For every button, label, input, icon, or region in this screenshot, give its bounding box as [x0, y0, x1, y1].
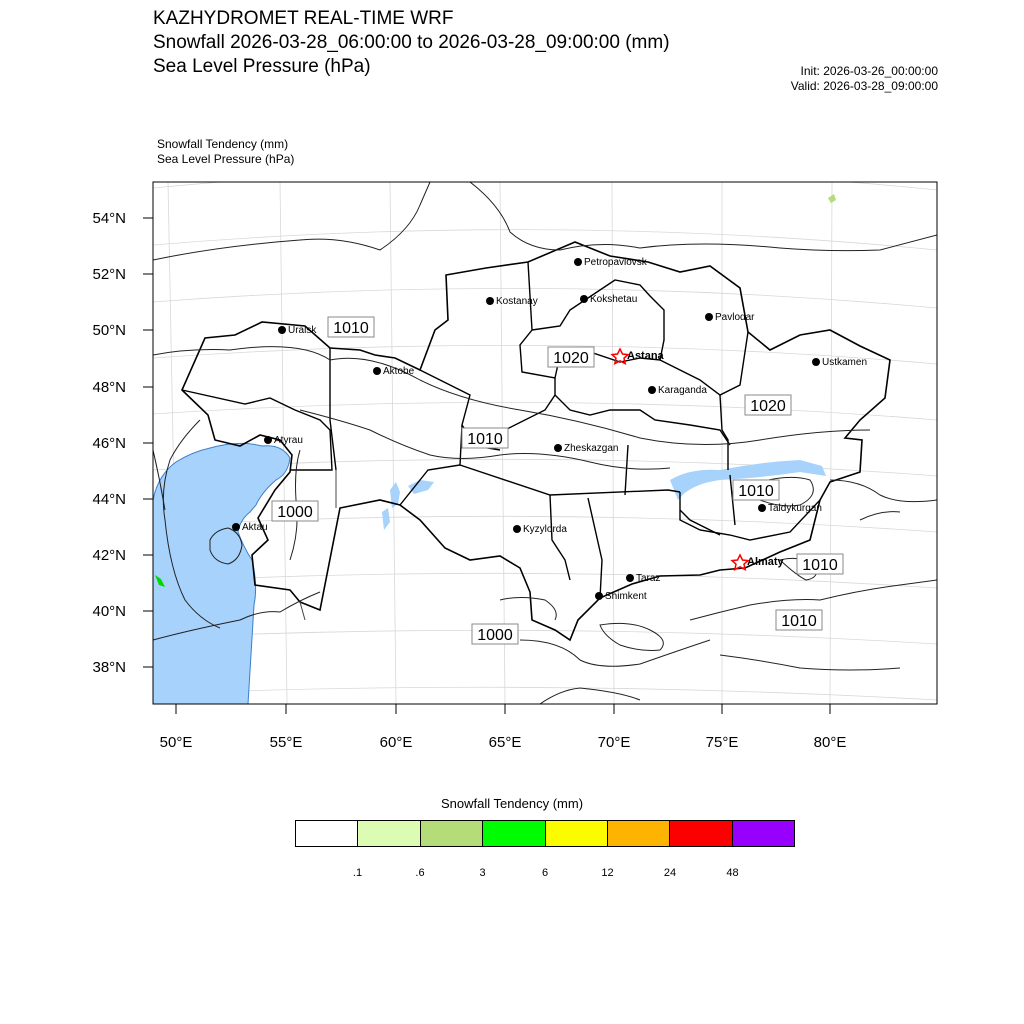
isobar-label — [776, 610, 822, 630]
svg-text:Aktau: Aktau — [242, 522, 268, 533]
city-atyrau — [264, 435, 303, 446]
field-label-pressure: Sea Level Pressure (hPa) — [157, 152, 295, 166]
city-uralsk — [278, 325, 317, 336]
lat-tick-52: 52°N — [92, 266, 126, 283]
isobar-label — [462, 428, 508, 448]
svg-text:Taldykurgan: Taldykurgan — [768, 503, 822, 514]
svg-text:Zheskazgan: Zheskazgan — [564, 443, 619, 454]
svg-text:1010: 1010 — [333, 320, 369, 337]
isobar-labels — [272, 317, 843, 644]
svg-text:Aktobe: Aktobe — [383, 366, 415, 377]
lon-tick-65: 65°E — [488, 734, 522, 751]
colorbar-label-3: 6 — [541, 867, 549, 879]
svg-text:Taraz: Taraz — [636, 573, 661, 584]
isobar-label — [272, 501, 318, 521]
svg-text:1010: 1010 — [781, 613, 817, 630]
colorbar-label-6: 48 — [726, 867, 739, 879]
svg-text:1010: 1010 — [738, 483, 774, 500]
colorbar-box-0 — [296, 821, 358, 846]
init-time: Init: 2026-03-26_00:00:00 — [800, 64, 938, 78]
city-kostanay — [486, 296, 538, 307]
lat-axis — [92, 210, 126, 676]
colorbar — [295, 820, 795, 847]
colorbar-label-1: .6 — [415, 867, 425, 879]
city-pavlodar — [705, 312, 755, 323]
lon-tick-80: 80°E — [813, 734, 847, 751]
lon-tick-55: 55°E — [269, 734, 303, 751]
city-taldykurgan — [758, 503, 822, 514]
lon-tick-75: 75°E — [705, 734, 739, 751]
svg-text:Shimkent: Shimkent — [605, 591, 647, 602]
lat-tick-38: 38°N — [92, 659, 126, 676]
field-label-snowfall: Snowfall Tendency (mm) — [157, 137, 289, 151]
city-aktobe — [373, 366, 415, 377]
svg-text:Karaganda: Karaganda — [658, 385, 707, 396]
svg-text:Atyrau: Atyrau — [274, 435, 303, 446]
lat-tick-48: 48°N — [92, 379, 126, 396]
isobar-label — [797, 554, 843, 574]
colorbar-title: Snowfall Tendency (mm) — [440, 796, 584, 811]
svg-text:Astana: Astana — [627, 350, 664, 362]
city-almaty — [732, 555, 785, 570]
cities — [232, 257, 867, 602]
colorbar-box-3 — [483, 821, 545, 846]
city-karaganda — [648, 385, 707, 396]
colorbar-label-0: .1 — [352, 867, 363, 879]
isobar-label — [548, 347, 594, 367]
snow-patch-1 — [408, 480, 434, 494]
isobar-label — [472, 624, 518, 644]
city-kokshetau — [580, 294, 637, 305]
city-kyzylorda — [513, 524, 567, 535]
svg-text:1020: 1020 — [750, 398, 786, 415]
colorbar-box-5 — [608, 821, 670, 846]
lat-tick-42: 42°N — [92, 547, 126, 564]
city-petropavlovsk — [574, 257, 648, 268]
lon-tick-60: 60°E — [379, 734, 413, 751]
snow-green-2 — [828, 194, 836, 203]
colorbar-label-2: 3 — [479, 867, 486, 879]
isobar-label — [745, 395, 791, 415]
svg-text:Kostanay: Kostanay — [496, 296, 538, 307]
aral-sea — [382, 482, 400, 530]
colorbar-box-1 — [358, 821, 420, 846]
svg-text:Ustkamen: Ustkamen — [822, 357, 868, 368]
svg-text:Kokshetau: Kokshetau — [590, 294, 638, 305]
svg-text:Pavlodar: Pavlodar — [715, 312, 755, 323]
isobar-label — [328, 317, 374, 337]
city-shimkent — [595, 591, 647, 602]
svg-text:Almaty: Almaty — [747, 556, 784, 568]
colorbar-label-4: 12 — [601, 867, 614, 879]
svg-text:1000: 1000 — [477, 627, 513, 644]
title-line-1: KAZHYDROMET REAL-TIME WRF — [153, 8, 454, 29]
lat-tick-44: 44°N — [92, 491, 126, 508]
svg-text:1000: 1000 — [277, 504, 313, 521]
svg-text:Petropavlovsk: Petropavlovsk — [584, 257, 647, 268]
svg-text:Kyzylorda: Kyzylorda — [523, 524, 567, 535]
colorbar-box-4 — [546, 821, 608, 846]
city-astana — [612, 349, 665, 364]
city-taraz — [626, 573, 660, 584]
colorbar-box-6 — [670, 821, 732, 846]
lon-tick-70: 70°E — [597, 734, 631, 751]
lon-axis — [160, 734, 847, 751]
svg-text:1020: 1020 — [553, 350, 589, 367]
title-line-2: Snowfall 2026-03-28_06:00:00 to 2026-03-28_09:00:00 (mm) — [153, 32, 670, 53]
svg-text:1010: 1010 — [467, 431, 503, 448]
isobar-label — [733, 480, 779, 500]
svg-text:Uralsk: Uralsk — [288, 325, 317, 336]
lon-tick-50: 50°E — [159, 734, 193, 751]
title-line-3: Sea Level Pressure (hPa) — [153, 56, 371, 77]
lat-tick-46: 46°N — [92, 435, 126, 452]
colorbar-box-2 — [421, 821, 483, 846]
lat-tick-50: 50°N — [92, 322, 126, 339]
colorbar-label-5: 24 — [663, 867, 677, 879]
svg-text:1010: 1010 — [802, 557, 838, 574]
caspian-sea — [153, 443, 290, 704]
colorbar-box-7 — [733, 821, 794, 846]
lat-tick-40: 40°N — [92, 603, 126, 620]
valid-time: Valid: 2026-03-28_09:00:00 — [790, 79, 938, 93]
city-ustkamen — [812, 357, 867, 368]
lat-tick-54: 54°N — [92, 210, 126, 227]
city-zheskazgan — [554, 443, 618, 454]
